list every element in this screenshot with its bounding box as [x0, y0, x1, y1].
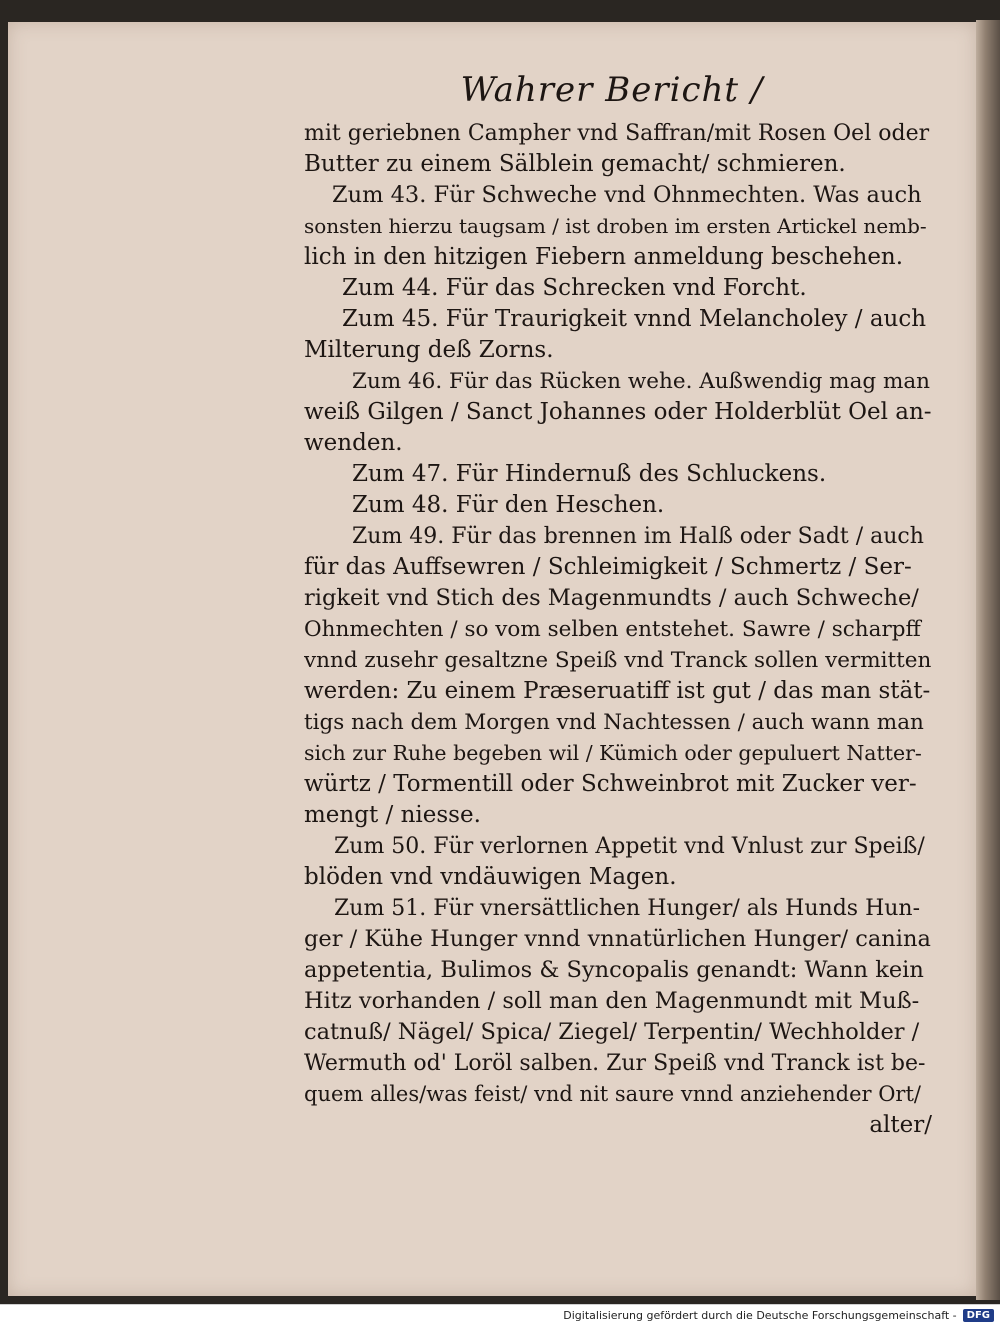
page-edge: [976, 20, 1000, 1300]
text-line: lich in den hitzigen Fiebern anmeldung beschehen.: [304, 244, 904, 270]
text-line: mit geriebnen Campher vnd Saffran/mit Rosen Oel oder: [304, 121, 930, 146]
text-line: sich zur Ruhe begeben wil / Kümich oder gepuluert Natter-: [304, 741, 922, 765]
dfg-logo: DFG: [963, 1309, 994, 1322]
text-line: vnnd zusehr gesaltzne Speiß vnd Tranck sollen vermitten: [304, 648, 932, 673]
catchword: alter/: [869, 1112, 932, 1138]
running-head: Wahrer Bericht /: [460, 70, 764, 110]
text-line: sonsten hierzu taugsam / ist droben im ersten Artickel nemb-: [304, 214, 927, 238]
text-line: werden: Zu einem Præseruatiff ist gut / das man stät-: [304, 678, 931, 704]
text-line: Zum 44. Für das Schrecken vnd Forcht.: [342, 275, 807, 301]
text-line: Butter zu einem Sälblein gemacht/ schmieren.: [304, 151, 846, 177]
text-line: tigs nach dem Morgen vnd Nachtessen / auch wann man: [304, 710, 924, 735]
text-line: Milterung deß Zorns.: [304, 337, 554, 363]
text-block: [304, 118, 932, 1141]
book-page: [8, 22, 976, 1296]
text-line: Zum 49. Für das brennen im Halß oder Sadt / auch: [352, 524, 924, 549]
text-line: rigkeit vnd Stich des Magenmundts / auch Schweche/: [304, 585, 919, 611]
text-line: mengt / niesse.: [304, 802, 481, 828]
footer-bar: [0, 1304, 1000, 1326]
text-line: Zum 48. Für den Heschen.: [352, 492, 665, 518]
text-line: für das Auffsewren / Schleimigkeit / Schmertz / Ser-: [304, 554, 912, 580]
text-line: Hitz vorhanden / soll man den Magenmundt mit Muß-: [304, 988, 920, 1014]
text-line: appetentia, Bulimos & Syncopalis genandt: Wann kein: [304, 957, 924, 983]
text-line: weiß Gilgen / Sanct Johannes oder Holderblüt Oel an-: [304, 399, 932, 425]
text-line: Zum 43. Für Schweche vnd Ohnmechten. Was auch: [332, 182, 922, 208]
text-line: wenden.: [304, 430, 403, 456]
text-line: Zum 47. Für Hindernuß des Schluckens.: [352, 461, 827, 487]
text-line: Zum 46. Für das Rücken wehe. Außwendig mag man: [352, 369, 931, 394]
text-line: Wermuth od' Loröl salben. Zur Speiß vnd Tranck ist be-: [304, 1051, 926, 1076]
text-line: Ohnmechten / so vom selben entstehet. Sawre / scharpff: [304, 617, 921, 642]
text-line: catnuß/ Nägel/ Spica/ Ziegel/ Terpentin/ Wechholder /: [304, 1019, 920, 1045]
text-line: würtz / Tormentill oder Schweinbrot mit Zucker ver-: [304, 771, 917, 797]
text-line: blöden vnd vndäuwigen Magen.: [304, 864, 677, 890]
text-line: quem alles/was feist/ vnd nit saure vnnd anziehender Ort/: [304, 1082, 921, 1106]
text-line: Zum 51. Für vnersättlichen Hunger/ als Hunds Hun-: [334, 896, 921, 921]
text-line: ger / Kühe Hunger vnnd vnnatürlichen Hunger/ canina: [304, 926, 931, 952]
footer-credit: Digitalisierung gefördert durch die Deutsche Forschungsgemeinschaft -: [563, 1309, 957, 1322]
text-line: Zum 50. Für verlornen Appetit vnd Vnlust zur Speiß/: [334, 834, 925, 859]
text-line: Zum 45. Für Traurigkeit vnnd Melancholey / auch: [342, 306, 927, 332]
